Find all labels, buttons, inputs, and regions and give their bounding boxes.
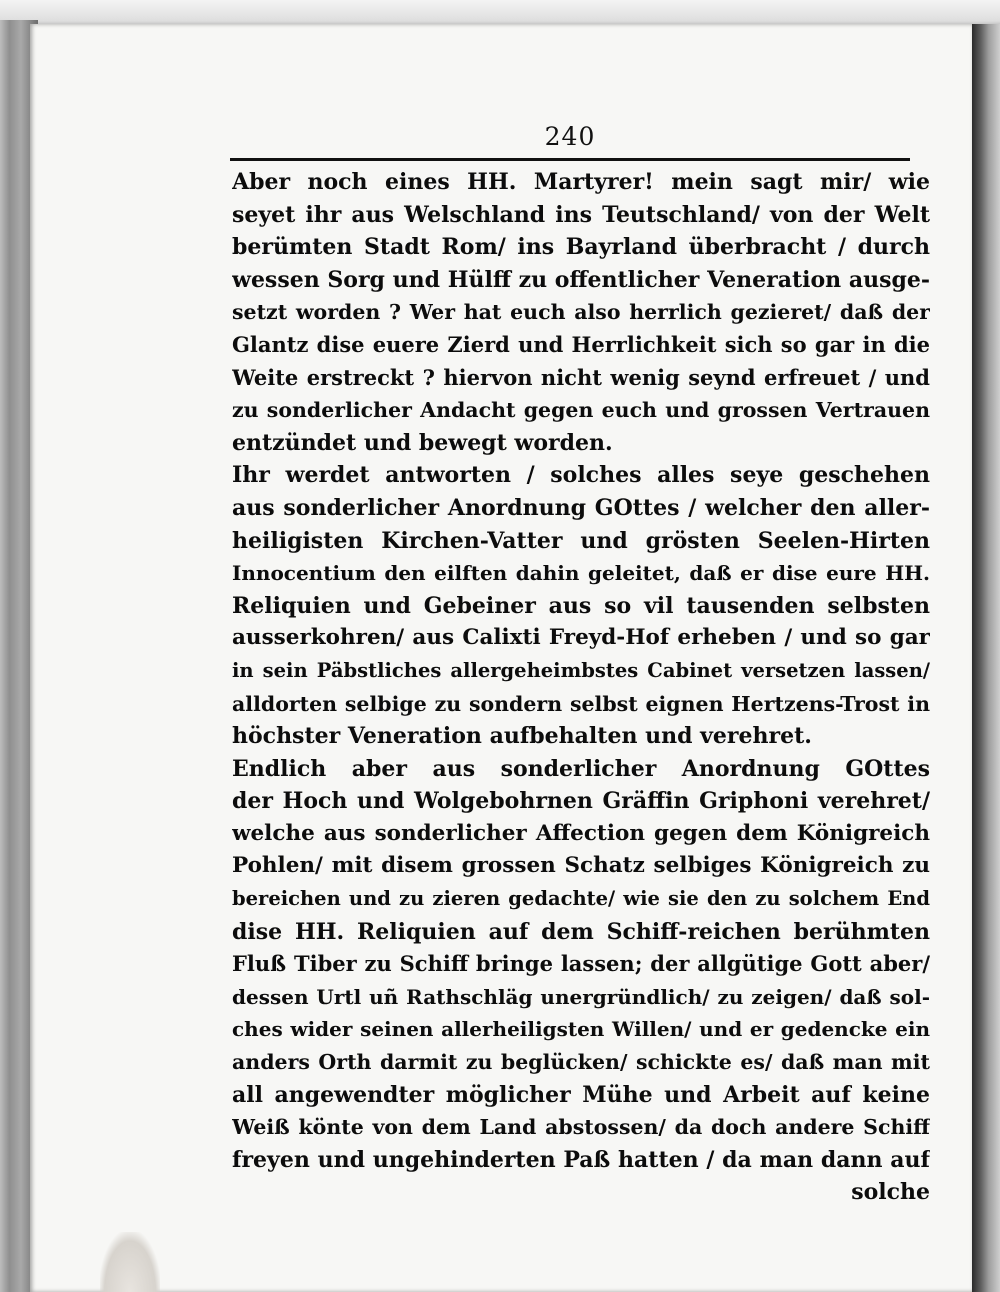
text-line: Reliquien und Gebeiner aus so vil tausenden selbsten xyxy=(232,592,930,619)
thumb-shadow xyxy=(100,1232,160,1292)
text-line: ches wider seinen allerheiligsten Willen/ und er gedencke ein xyxy=(232,1017,930,1042)
text-line: Innocentium den eilften dahin geleitet, daß er dise eure HH. xyxy=(232,561,930,586)
text-line: seyet ihr aus Welschland ins Teutschland/ von der Welt xyxy=(232,201,930,228)
text-line: heiligisten Kirchen-Vatter und grösten Seelen-Hirten xyxy=(232,527,930,554)
text-line: Pohlen/ mit disem grossen Schatz selbiges Königreich zu xyxy=(232,853,930,879)
text-line: zu sonderlicher Andacht gegen euch und grossen Vertrauen xyxy=(232,398,930,423)
text-line: Glantz dise euere Zierd und Herrlichkeit sich so gar in die xyxy=(232,331,930,357)
text-line: Weite erstreckt ? hiervon nicht wenig seynd erfreuet / und xyxy=(232,364,930,390)
page-number: 240 xyxy=(544,122,596,151)
text-line: Weiß könte von dem Land abstossen/ da doch andere Schiff xyxy=(232,1115,930,1140)
text-line: Fluß Tiber zu Schiff bringe lassen; der allgütige Gott aber/ xyxy=(232,951,930,977)
text-line: wessen Sorg und Hülff zu offentlicher Veneration ausge- xyxy=(232,266,930,293)
text-line: entzündet und bewegt worden. xyxy=(232,429,613,456)
text-line: höchster Veneration aufbehalten und verehret. xyxy=(232,723,812,750)
text-line: aus sonderlicher Anordnung GOttes / welcher den aller- xyxy=(232,494,930,521)
text-line: all angewendter möglicher Mühe und Arbeit auf keine xyxy=(232,1081,930,1108)
text-line: Aber noch eines HH. Martyrer! mein sagt mir/ wie xyxy=(232,169,930,195)
text-line: dessen Urtl uñ Rathschläg unergründlich/ zu zeigen/ daß sol- xyxy=(232,984,930,1009)
text-line: Endlich aber aus sonderlicher Anordnung GOttes xyxy=(232,755,930,782)
text-line: berümten Stadt Rom/ ins Bayrland überbracht / durch xyxy=(232,234,930,261)
text-line: freyen und ungehinderten Paß hatten / da man dann auf xyxy=(232,1146,930,1173)
text-line: ausserkohren/ aus Calixti Freyd-Hof erheben / und so gar xyxy=(232,625,930,651)
body-text xyxy=(232,166,930,1206)
text-line: der Hoch und Wolgebohrnen Gräffin Griphoni verehret/ xyxy=(232,788,930,815)
text-line: welche aus sonderlicher Affection gegen dem Königreich xyxy=(232,820,930,846)
text-line: setzt worden ? Wer hat euch also herrlich gezieret/ daß der xyxy=(232,300,930,325)
text-line: anders Orth darmit zu beglücken/ schickte es/ daß man mit xyxy=(232,1050,930,1075)
page-fore-edge xyxy=(972,24,1000,1292)
header-rule xyxy=(230,158,910,161)
catchword: solche xyxy=(851,1179,930,1206)
page-header xyxy=(230,122,910,158)
text-line: dise HH. Reliquien auf dem Schiff-reichen berühmten xyxy=(232,918,930,945)
text-line: bereichen und zu zieren gedachte/ wie sie den zu solchem End xyxy=(232,887,930,911)
text-line: in sein Päbstliches allergeheimbstes Cabinet versetzen lassen/ xyxy=(232,658,930,682)
text-line: alldorten selbige zu sondern selbst eignen Hertzens-Trost in xyxy=(232,691,930,716)
text-line: Ihr werdet antworten / solches alles seye geschehen xyxy=(232,462,930,489)
